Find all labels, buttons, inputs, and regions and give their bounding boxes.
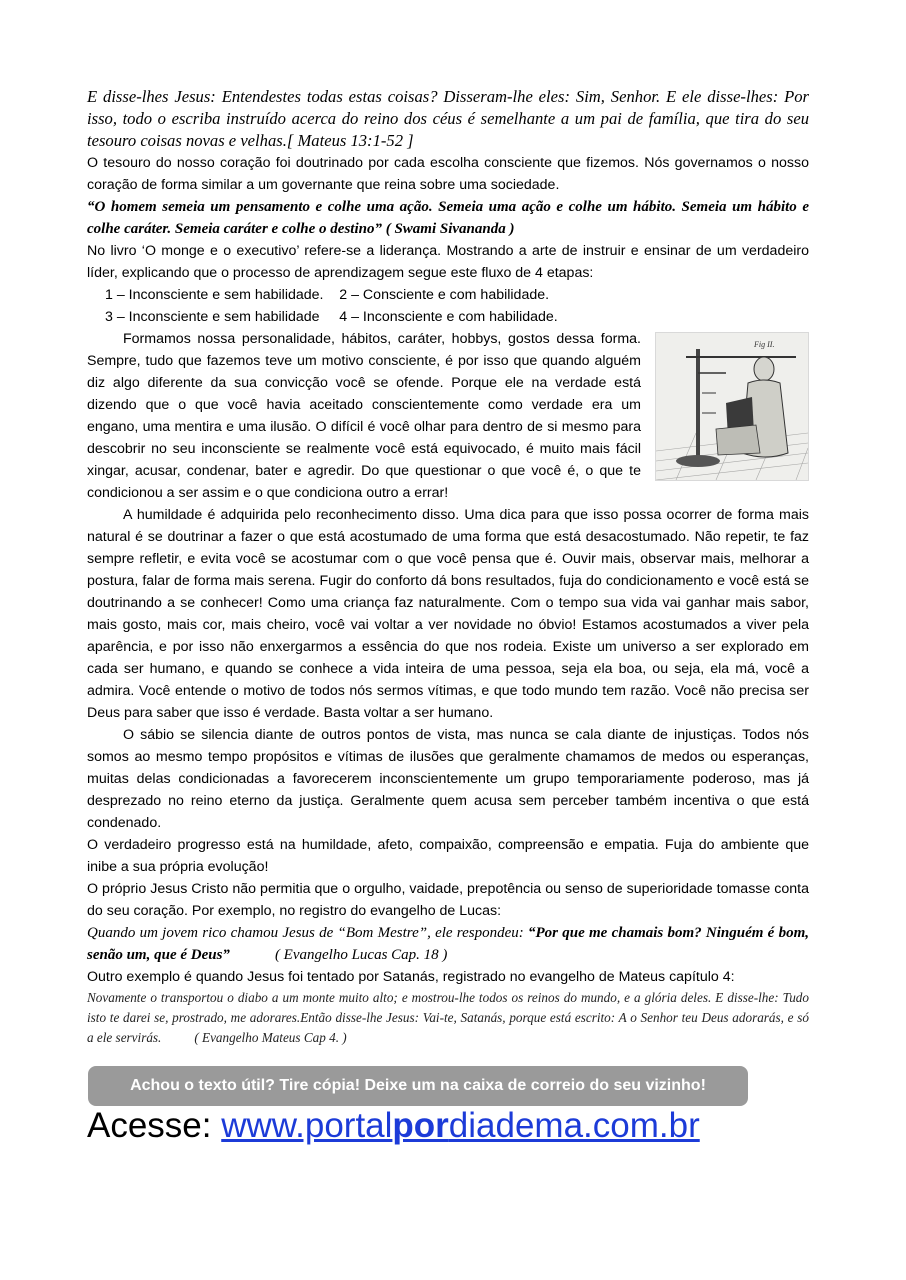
verse-mateus-13: E disse-lhes Jesus: Entendestes todas estas coisas? Disseram-lhe eles: Sim, Senhor. E ele disse-lhes: Por isso, todo o escriba instruído acerca do reino dos céus é semelhante a um pai de família, que tira do seu tesouro coisas novas e velhas.[ Mateus 13:1-52 ] bbox=[87, 87, 809, 150]
document-body bbox=[87, 86, 809, 1048]
access-label: Acesse: bbox=[87, 1106, 222, 1145]
paragraph-sabio: O sábio se silencia diante de outros pontos de vista, mas nunca se cala diante de injustiças. Todos nós somos ao mesmo tempo propósitos e vítimas de ilusões que geralmente chamamos de medos ou esperanças, muitas delas condicionadas a favorecerem inconscientemente um grupo temporariamente poderoso, mas já desprezado no reino eterno da justiça. Geralmente quem acusa sem perceber também incentiva o que está condenado. bbox=[87, 727, 809, 831]
verse-mateus-4-text: Novamente o transportou o diabo a um monte muito alto; e mostrou-lhe todos os reinos do mundo, e a glória deles. E disse-lhe: Tudo isto te darei se, prostrado, me adorares.Então disse-lhe Jesus: Vai-te, Satanás, porque está escrito: A o Senhor teu Deus adorarás, e só a ele servirás. bbox=[87, 990, 809, 1045]
verse-lucas-quote: “Por que me chamais bom? Ninguém é bom, senão um, que é Deus” bbox=[87, 925, 810, 963]
paragraph-jesus-cristo: O próprio Jesus Cristo não permitia que o orgulho, vaidade, prepotência ou senso de superioridade tomasse conta do seu coração. Por exemplo, no registro do evangelho de Lucas: bbox=[87, 881, 809, 919]
step-3: 3 – Inconsciente e sem habilidade bbox=[105, 309, 320, 325]
verse-lucas-18 bbox=[87, 922, 809, 966]
paragraph-satanas: Outro exemplo é quando Jesus foi tentado por Satanás, registrado no evangelho de Mateus capítulo 4: bbox=[87, 969, 735, 985]
engraving-illustration bbox=[656, 333, 808, 480]
step-4: 4 – Inconsciente e com habilidade. bbox=[339, 309, 558, 325]
url-part-1: www.portal bbox=[221, 1106, 393, 1145]
paragraph-tesouro: O tesouro do nosso coração foi doutrinado por cada escolha consciente que fizemos. Nós governamos o nosso coração de forma similar a um governante que reina sobre uma sociedade. bbox=[87, 155, 809, 193]
paragraph-progresso: O verdadeiro progresso está na humildade, afeto, compaixão, compreensão e empatia. Fuja do ambiente que inibe a sua própria evolução! bbox=[87, 837, 809, 875]
share-banner: Achou o texto útil? Tire cópia! Deixe um na caixa de correio do seu vizinho! bbox=[88, 1066, 748, 1106]
step-2: 2 – Consciente e com habilidade. bbox=[339, 287, 550, 303]
url-part-3: diadema.com.br bbox=[448, 1106, 700, 1145]
figure-label: Fig II. bbox=[754, 340, 775, 349]
paragraph-monge-executivo: No livro ‘O monge e o executivo’ refere-se a liderança. Mostrando a arte de instruir e ensinar de um verdadeiro líder, explicando que o processo de aprendizagem segue este fluxo de 4 etapas: bbox=[87, 243, 809, 281]
section-formamos bbox=[87, 328, 809, 504]
verse-mateus-4 bbox=[87, 988, 809, 1048]
verse-lucas-text: Quando um jovem rico chamou Jesus de “Bom Mestre”, ele respondeu: bbox=[87, 925, 528, 941]
steps-row-1 bbox=[87, 284, 809, 306]
engraving-figure-image bbox=[655, 332, 809, 481]
step-1: 1 – Inconsciente e sem habilidade. bbox=[105, 287, 324, 303]
quote-sivananda: “O homem semeia um pensamento e colhe uma ação. Semeia uma ação e colhe um hábito. Semeia um hábito e colhe caráter. Semeia caráter e colhe o destino” ( Swami Sivananda ) bbox=[87, 199, 809, 237]
verse-mateus-4-reference: ( Evangelho Mateus Cap 4. ) bbox=[194, 1030, 347, 1045]
access-line bbox=[87, 1102, 700, 1150]
paragraph-humildade: A humildade é adquirida pelo reconhecimento disso. Uma dica para que isso possa ocorrer de forma mais natural é se doutrinar a fazer o que está acostumado de uma forma que está desacostumado. Não repetir, te faz sempre refletir, e evita você se acostumar com o que você pensa que é. Ouvir mais, observar mais, melhorar a postura, falar de forma mais serena. Fugir do conforto dá bons resultados, fuja do condicionamento e você está se doutrinando a se conhecer! Como uma criança faz naturalmente. Com o tempo sua vida vai ganhar mais sabor, mais gosto, mais cor, mais cheiro, você vai voltar a ver novidade no óbvio! Estamos acostumados a viver pela aparência, e por isso não enxergarmos a essência do que nos rodeia. Existe um universo a ser explorado em cada ser humano, e quando se conhece a vida inteira de uma pessoa, seja ela boa, ou seja, ela má, você a admira. Você entende o motivo de todos nós sermos vítimas, e que todo mundo tem razão. Você não precisa ser Deus para saber que isso é verdade. Basta voltar a ser humano. bbox=[87, 507, 809, 721]
paragraph-formamos: Formamos nossa personalidade, hábitos, caráter, hobbys, gostos dessa forma. Sempre, tudo que fazemos teve um motivo consciente, é por isso que quando alguém diz algo diferente da sua convicção você se ofende. Porque ele na verdade está dizendo que o que você havia aceitado conscientemente como verdade era um engano, uma mentira e uma ilusão. O difícil é você olhar para dentro de si mesmo para descobrir no seu inconsciente se realmente você está equivocado, é muito mais fácil xingar, acusar, condenar, bater e agredir. Do que questionar o que você é, o que te condicionou a ser assim e o que condiciona outro a errar! bbox=[87, 331, 641, 501]
portal-website-link[interactable] bbox=[221, 1106, 700, 1145]
steps-row-2 bbox=[87, 306, 809, 328]
url-part-2: por bbox=[392, 1106, 449, 1145]
verse-lucas-reference: ( Evangelho Lucas Cap. 18 ) bbox=[274, 947, 448, 963]
